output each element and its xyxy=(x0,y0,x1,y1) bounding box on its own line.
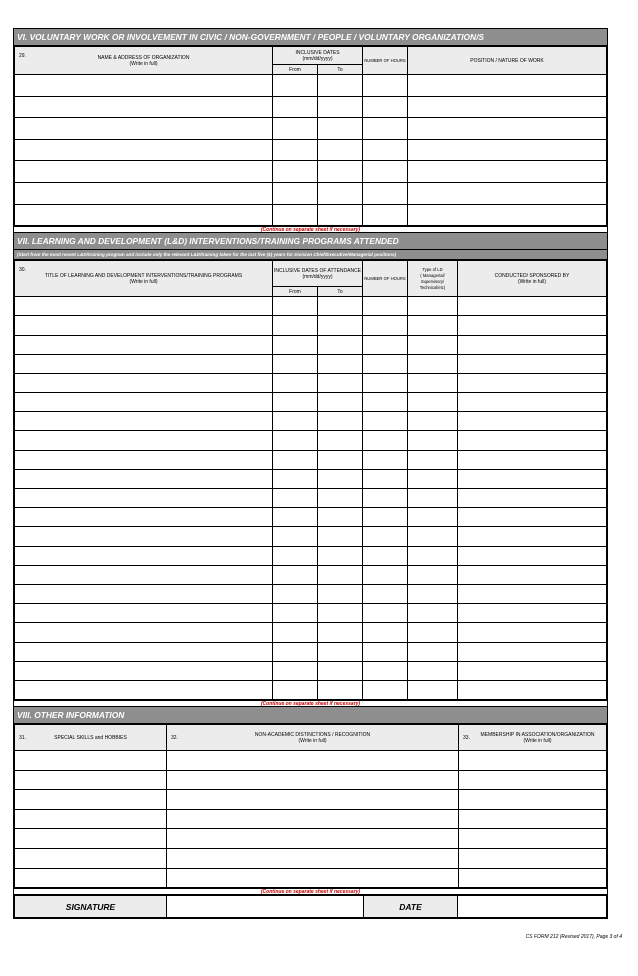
learning-development-rows xyxy=(15,297,607,700)
to-header: To xyxy=(318,65,363,75)
org-cell[interactable] xyxy=(15,161,273,183)
ld-type-label-2: ( Managerial/ xyxy=(420,272,445,278)
other-information-table xyxy=(14,724,607,888)
sponsor-cell[interactable] xyxy=(458,527,607,546)
training-title-cell[interactable] xyxy=(15,604,273,623)
ld-type-cell[interactable] xyxy=(408,489,458,508)
distinctions-cell[interactable] xyxy=(167,829,459,849)
ld-type-cell[interactable] xyxy=(408,680,458,699)
hours-cell[interactable] xyxy=(363,373,408,392)
training-title-cell[interactable] xyxy=(15,489,273,508)
hours-cell[interactable] xyxy=(363,335,408,354)
to-cell[interactable] xyxy=(318,75,363,97)
ld-type-label-1: Type of LD xyxy=(422,266,443,272)
dates-header-label: INCLUSIVE DATES xyxy=(295,49,340,56)
section-8-title: VIII. OTHER INFORMATION xyxy=(14,707,607,724)
attendance-dates-header xyxy=(273,261,363,287)
training-title-cell[interactable] xyxy=(15,642,273,661)
training-to-header: To xyxy=(318,287,363,297)
hours-cell[interactable] xyxy=(363,450,408,469)
voluntary-work-table xyxy=(14,46,607,226)
hours-cell[interactable] xyxy=(363,204,408,226)
learning-development-table xyxy=(14,260,607,700)
training-title-header xyxy=(15,261,273,297)
ld-type-cell[interactable] xyxy=(408,354,458,373)
from-cell[interactable] xyxy=(273,118,318,140)
item-29-number: 29. xyxy=(19,53,26,59)
hours-cell[interactable] xyxy=(363,75,408,97)
to-cell[interactable] xyxy=(318,393,363,412)
from-cell[interactable] xyxy=(273,297,318,316)
to-cell[interactable] xyxy=(318,661,363,680)
ld-type-cell[interactable] xyxy=(408,527,458,546)
distinctions-header xyxy=(167,725,459,751)
membership-cell[interactable] xyxy=(459,809,607,829)
table-row xyxy=(15,431,607,450)
training-from-header: From xyxy=(273,287,318,297)
section-8-continue-note: (Continue on separate sheet if necessary) xyxy=(14,888,607,895)
position-header: POSITION / NATURE OF WORK xyxy=(408,47,607,75)
hours-cell[interactable] xyxy=(363,527,408,546)
ld-type-cell[interactable] xyxy=(408,393,458,412)
table-row xyxy=(15,809,607,829)
to-cell[interactable] xyxy=(318,118,363,140)
skills-cell[interactable] xyxy=(15,868,167,888)
hours-cell[interactable] xyxy=(363,661,408,680)
table-row xyxy=(15,661,607,680)
ld-type-cell[interactable] xyxy=(408,297,458,316)
dates-header-format: (mm/dd/yyyy) xyxy=(302,55,333,62)
org-header-label: NAME & ADDRESS OF ORGANIZATION xyxy=(97,54,190,61)
dates-header xyxy=(273,47,363,65)
org-cell[interactable] xyxy=(15,139,273,161)
to-cell[interactable] xyxy=(318,316,363,335)
skills-cell[interactable] xyxy=(15,829,167,849)
other-information-rows xyxy=(15,751,607,888)
hours-cell[interactable] xyxy=(363,139,408,161)
sponsor-cell[interactable] xyxy=(458,412,607,431)
ld-type-cell[interactable] xyxy=(408,469,458,488)
table-row xyxy=(15,412,607,431)
section-7-title: VII. LEARNING AND DEVELOPMENT (L&D) INTERVENTIONS/TRAINING PROGRAMS ATTENDED xyxy=(14,233,607,250)
distinctions-header-note: (Write in full) xyxy=(298,737,327,744)
membership-header-label: MEMBERSHIP IN ASSOCIATION/ORGANIZATION xyxy=(480,731,595,738)
signature-field[interactable] xyxy=(167,896,364,918)
org-cell[interactable] xyxy=(15,75,273,97)
to-cell[interactable] xyxy=(318,431,363,450)
training-title-cell[interactable] xyxy=(15,316,273,335)
table-row xyxy=(15,770,607,790)
to-cell[interactable] xyxy=(318,489,363,508)
ld-type-cell[interactable] xyxy=(408,623,458,642)
ld-type-cell[interactable] xyxy=(408,584,458,603)
distinctions-cell[interactable] xyxy=(167,790,459,810)
membership-cell[interactable] xyxy=(459,868,607,888)
from-cell[interactable] xyxy=(273,96,318,118)
hours-cell[interactable] xyxy=(363,508,408,527)
table-row xyxy=(15,623,607,642)
signature-label: SIGNATURE xyxy=(15,896,167,918)
section-6-title: VI. VOLUNTARY WORK OR INVOLVEMENT IN CIVIC / NON-GOVERNMENT / PEOPLE / VOLUNTARY ORGANIZATION/S xyxy=(14,29,607,46)
hours-header: NUMBER OF HOURS xyxy=(363,47,408,75)
table-row xyxy=(15,161,607,183)
sponsor-cell[interactable] xyxy=(458,335,607,354)
to-cell[interactable] xyxy=(318,546,363,565)
distinctions-cell[interactable] xyxy=(167,809,459,829)
hours-cell[interactable] xyxy=(363,393,408,412)
from-cell[interactable] xyxy=(273,431,318,450)
table-row xyxy=(15,75,607,97)
ld-type-cell[interactable] xyxy=(408,373,458,392)
org-header-note: (Write in full) xyxy=(129,60,158,67)
sponsor-cell[interactable] xyxy=(458,373,607,392)
attendance-dates-format: (mm/dd/yyyy) xyxy=(302,273,333,280)
skills-cell[interactable] xyxy=(15,849,167,869)
position-cell[interactable] xyxy=(408,182,607,204)
from-cell[interactable] xyxy=(273,680,318,699)
training-title-cell[interactable] xyxy=(15,565,273,584)
ld-type-cell[interactable] xyxy=(408,431,458,450)
ld-type-cell[interactable] xyxy=(408,546,458,565)
table-row xyxy=(15,450,607,469)
to-cell[interactable] xyxy=(318,373,363,392)
table-row xyxy=(15,584,607,603)
item-32-number: 32. xyxy=(171,735,178,742)
sponsor-cell[interactable] xyxy=(458,450,607,469)
from-cell[interactable] xyxy=(273,489,318,508)
hours-cell[interactable] xyxy=(363,584,408,603)
to-cell[interactable] xyxy=(318,527,363,546)
hours-cell[interactable] xyxy=(363,469,408,488)
ld-type-header xyxy=(408,261,458,297)
to-cell[interactable] xyxy=(318,96,363,118)
membership-cell[interactable] xyxy=(459,790,607,810)
from-cell[interactable] xyxy=(273,139,318,161)
hours-cell[interactable] xyxy=(363,118,408,140)
distinctions-header-label: NON-ACADEMIC DISTINCTIONS / RECOGNITION xyxy=(254,731,371,738)
to-cell[interactable] xyxy=(318,565,363,584)
to-cell[interactable] xyxy=(318,354,363,373)
sponsor-cell[interactable] xyxy=(458,469,607,488)
position-cell[interactable] xyxy=(408,161,607,183)
to-cell[interactable] xyxy=(318,584,363,603)
ld-type-cell[interactable] xyxy=(408,412,458,431)
membership-header xyxy=(459,725,607,751)
sponsor-cell[interactable] xyxy=(458,565,607,584)
to-cell[interactable] xyxy=(318,680,363,699)
skills-header xyxy=(15,725,167,751)
from-cell[interactable] xyxy=(273,412,318,431)
position-cell[interactable] xyxy=(408,139,607,161)
table-row xyxy=(15,790,607,810)
attendance-dates-label: INCLUSIVE DATES OF ATTENDANCE xyxy=(273,267,362,274)
to-cell[interactable] xyxy=(318,508,363,527)
hours-cell[interactable] xyxy=(363,546,408,565)
org-cell[interactable] xyxy=(15,96,273,118)
table-row xyxy=(15,642,607,661)
to-cell[interactable] xyxy=(318,182,363,204)
ld-type-cell[interactable] xyxy=(408,642,458,661)
hours-cell[interactable] xyxy=(363,316,408,335)
org-cell[interactable] xyxy=(15,118,273,140)
sponsor-cell[interactable] xyxy=(458,316,607,335)
sponsor-cell[interactable] xyxy=(458,661,607,680)
ld-type-cell[interactable] xyxy=(408,604,458,623)
hours-cell[interactable] xyxy=(363,623,408,642)
to-cell[interactable] xyxy=(318,139,363,161)
sponsor-cell[interactable] xyxy=(458,680,607,699)
ld-type-label-3: Supervisory/ xyxy=(420,278,445,284)
from-cell[interactable] xyxy=(273,373,318,392)
table-row xyxy=(15,139,607,161)
hours-cell[interactable] xyxy=(363,161,408,183)
table-row xyxy=(15,604,607,623)
sponsor-cell[interactable] xyxy=(458,297,607,316)
sponsor-cell[interactable] xyxy=(458,354,607,373)
from-cell[interactable] xyxy=(273,75,318,97)
table-row xyxy=(15,546,607,565)
training-title-cell[interactable] xyxy=(15,412,273,431)
hours-cell[interactable] xyxy=(363,489,408,508)
training-title-cell[interactable] xyxy=(15,373,273,392)
ld-type-cell[interactable] xyxy=(408,565,458,584)
table-row xyxy=(15,96,607,118)
sponsor-cell[interactable] xyxy=(458,431,607,450)
section-6-continue-note: (Continue on separate sheet if necessary) xyxy=(14,226,607,233)
table-row xyxy=(15,527,607,546)
to-cell[interactable] xyxy=(318,604,363,623)
membership-header-note: (Write in full) xyxy=(523,737,552,744)
item-30-number: 30. xyxy=(19,267,26,274)
table-row xyxy=(15,204,607,226)
org-cell[interactable] xyxy=(15,182,273,204)
from-cell[interactable] xyxy=(273,527,318,546)
hours-cell[interactable] xyxy=(363,431,408,450)
org-header xyxy=(15,47,273,75)
from-cell[interactable] xyxy=(273,565,318,584)
table-row xyxy=(15,565,607,584)
ld-type-label-4: Technical/etc) xyxy=(419,284,446,290)
membership-cell[interactable] xyxy=(459,751,607,771)
training-title-cell[interactable] xyxy=(15,508,273,527)
sponsor-cell[interactable] xyxy=(458,546,607,565)
membership-cell[interactable] xyxy=(459,849,607,869)
from-cell[interactable] xyxy=(273,623,318,642)
sponsor-header-label: CONDUCTED/ SPONSORED BY xyxy=(494,272,570,279)
table-row xyxy=(15,849,607,869)
hours-cell[interactable] xyxy=(363,642,408,661)
hours-cell[interactable] xyxy=(363,680,408,699)
position-cell[interactable] xyxy=(408,75,607,97)
from-cell[interactable] xyxy=(273,204,318,226)
sponsor-cell[interactable] xyxy=(458,604,607,623)
from-cell[interactable] xyxy=(273,546,318,565)
sponsor-header-note: (Write in full) xyxy=(518,278,546,285)
table-row xyxy=(15,182,607,204)
hours-cell[interactable] xyxy=(363,182,408,204)
ld-type-cell[interactable] xyxy=(408,450,458,469)
from-cell[interactable] xyxy=(273,161,318,183)
training-title-cell[interactable] xyxy=(15,546,273,565)
table-row xyxy=(15,868,607,888)
training-title-cell[interactable] xyxy=(15,584,273,603)
training-title-cell[interactable] xyxy=(15,623,273,642)
table-row xyxy=(15,829,607,849)
to-cell[interactable] xyxy=(318,412,363,431)
from-cell[interactable] xyxy=(273,604,318,623)
voluntary-work-rows xyxy=(15,75,607,226)
table-row xyxy=(15,469,607,488)
table-row xyxy=(15,751,607,771)
from-cell[interactable] xyxy=(273,642,318,661)
training-title-cell[interactable] xyxy=(15,680,273,699)
sponsor-cell[interactable] xyxy=(458,584,607,603)
section-7-continue-note: (Continue on separate sheet if necessary) xyxy=(14,700,607,707)
date-field[interactable] xyxy=(458,896,607,918)
to-cell[interactable] xyxy=(318,297,363,316)
hours-cell[interactable] xyxy=(363,565,408,584)
to-cell[interactable] xyxy=(318,335,363,354)
to-cell[interactable] xyxy=(318,450,363,469)
position-cell[interactable] xyxy=(408,118,607,140)
sponsor-header xyxy=(458,261,607,297)
membership-cell[interactable] xyxy=(459,829,607,849)
training-title-cell[interactable] xyxy=(15,469,273,488)
to-cell[interactable] xyxy=(318,623,363,642)
table-row xyxy=(15,508,607,527)
position-cell[interactable] xyxy=(408,204,607,226)
table-row xyxy=(15,335,607,354)
to-cell[interactable] xyxy=(318,161,363,183)
hours-cell[interactable] xyxy=(363,604,408,623)
from-cell[interactable] xyxy=(273,469,318,488)
to-cell[interactable] xyxy=(318,642,363,661)
skills-cell[interactable] xyxy=(15,770,167,790)
table-row xyxy=(15,680,607,699)
training-title-note: (Write in full) xyxy=(129,278,158,285)
distinctions-cell[interactable] xyxy=(167,751,459,771)
from-cell[interactable] xyxy=(273,182,318,204)
sponsor-cell[interactable] xyxy=(458,393,607,412)
from-cell[interactable] xyxy=(273,584,318,603)
from-cell[interactable] xyxy=(273,335,318,354)
from-header: From xyxy=(273,65,318,75)
from-cell[interactable] xyxy=(273,508,318,527)
hours-cell[interactable] xyxy=(363,96,408,118)
training-title-cell[interactable] xyxy=(15,297,273,316)
from-cell[interactable] xyxy=(273,393,318,412)
skills-cell[interactable] xyxy=(15,751,167,771)
to-cell[interactable] xyxy=(318,469,363,488)
from-cell[interactable] xyxy=(273,354,318,373)
skills-cell[interactable] xyxy=(15,790,167,810)
training-hours-header: NUMBER OF HOURS xyxy=(363,261,408,297)
sponsor-cell[interactable] xyxy=(458,642,607,661)
table-row xyxy=(15,393,607,412)
ld-type-cell[interactable] xyxy=(408,316,458,335)
training-title-cell[interactable] xyxy=(15,431,273,450)
table-row xyxy=(15,297,607,316)
table-row xyxy=(15,316,607,335)
signature-table xyxy=(14,895,607,918)
item-33-number: 33. xyxy=(463,735,470,742)
hours-cell[interactable] xyxy=(363,412,408,431)
sponsor-cell[interactable] xyxy=(458,623,607,642)
table-row xyxy=(15,354,607,373)
ld-type-cell[interactable] xyxy=(408,508,458,527)
training-title-cell[interactable] xyxy=(15,661,273,680)
ld-type-cell[interactable] xyxy=(408,661,458,680)
form-footer: CS FORM 212 (Revised 2017), Page 3 of 4 xyxy=(525,934,622,940)
membership-cell[interactable] xyxy=(459,770,607,790)
table-row xyxy=(15,118,607,140)
position-cell[interactable] xyxy=(408,96,607,118)
hours-cell[interactable] xyxy=(363,354,408,373)
ld-type-cell[interactable] xyxy=(408,335,458,354)
from-cell[interactable] xyxy=(273,316,318,335)
training-title-cell[interactable] xyxy=(15,335,273,354)
sponsor-cell[interactable] xyxy=(458,489,607,508)
training-title-cell[interactable] xyxy=(15,354,273,373)
date-label: DATE xyxy=(364,896,458,918)
from-cell[interactable] xyxy=(273,661,318,680)
pds-page-3-form xyxy=(13,28,608,919)
training-title-cell[interactable] xyxy=(15,527,273,546)
table-row xyxy=(15,489,607,508)
to-cell[interactable] xyxy=(318,204,363,226)
distinctions-cell[interactable] xyxy=(167,868,459,888)
distinctions-cell[interactable] xyxy=(167,849,459,869)
from-cell[interactable] xyxy=(273,450,318,469)
section-7-subtitle: (Start from the most recent L&D/training program and include only the relevant L&D/training taken for the last five (5) years for Division Chief/Executive/Managerial positions) xyxy=(14,250,607,260)
table-row xyxy=(15,373,607,392)
skills-header-label: SPECIAL SKILLS and HOBBIES xyxy=(54,734,127,741)
skills-cell[interactable] xyxy=(15,809,167,829)
training-title-cell[interactable] xyxy=(15,393,273,412)
training-title-cell[interactable] xyxy=(15,450,273,469)
training-title-label: TITLE OF LEARNING AND DEVELOPMENT INTERVENTIONS/TRAINING PROGRAMS xyxy=(44,272,243,279)
sponsor-cell[interactable] xyxy=(458,508,607,527)
distinctions-cell[interactable] xyxy=(167,770,459,790)
hours-cell[interactable] xyxy=(363,297,408,316)
org-cell[interactable] xyxy=(15,204,273,226)
item-31-number: 31. xyxy=(19,735,26,742)
